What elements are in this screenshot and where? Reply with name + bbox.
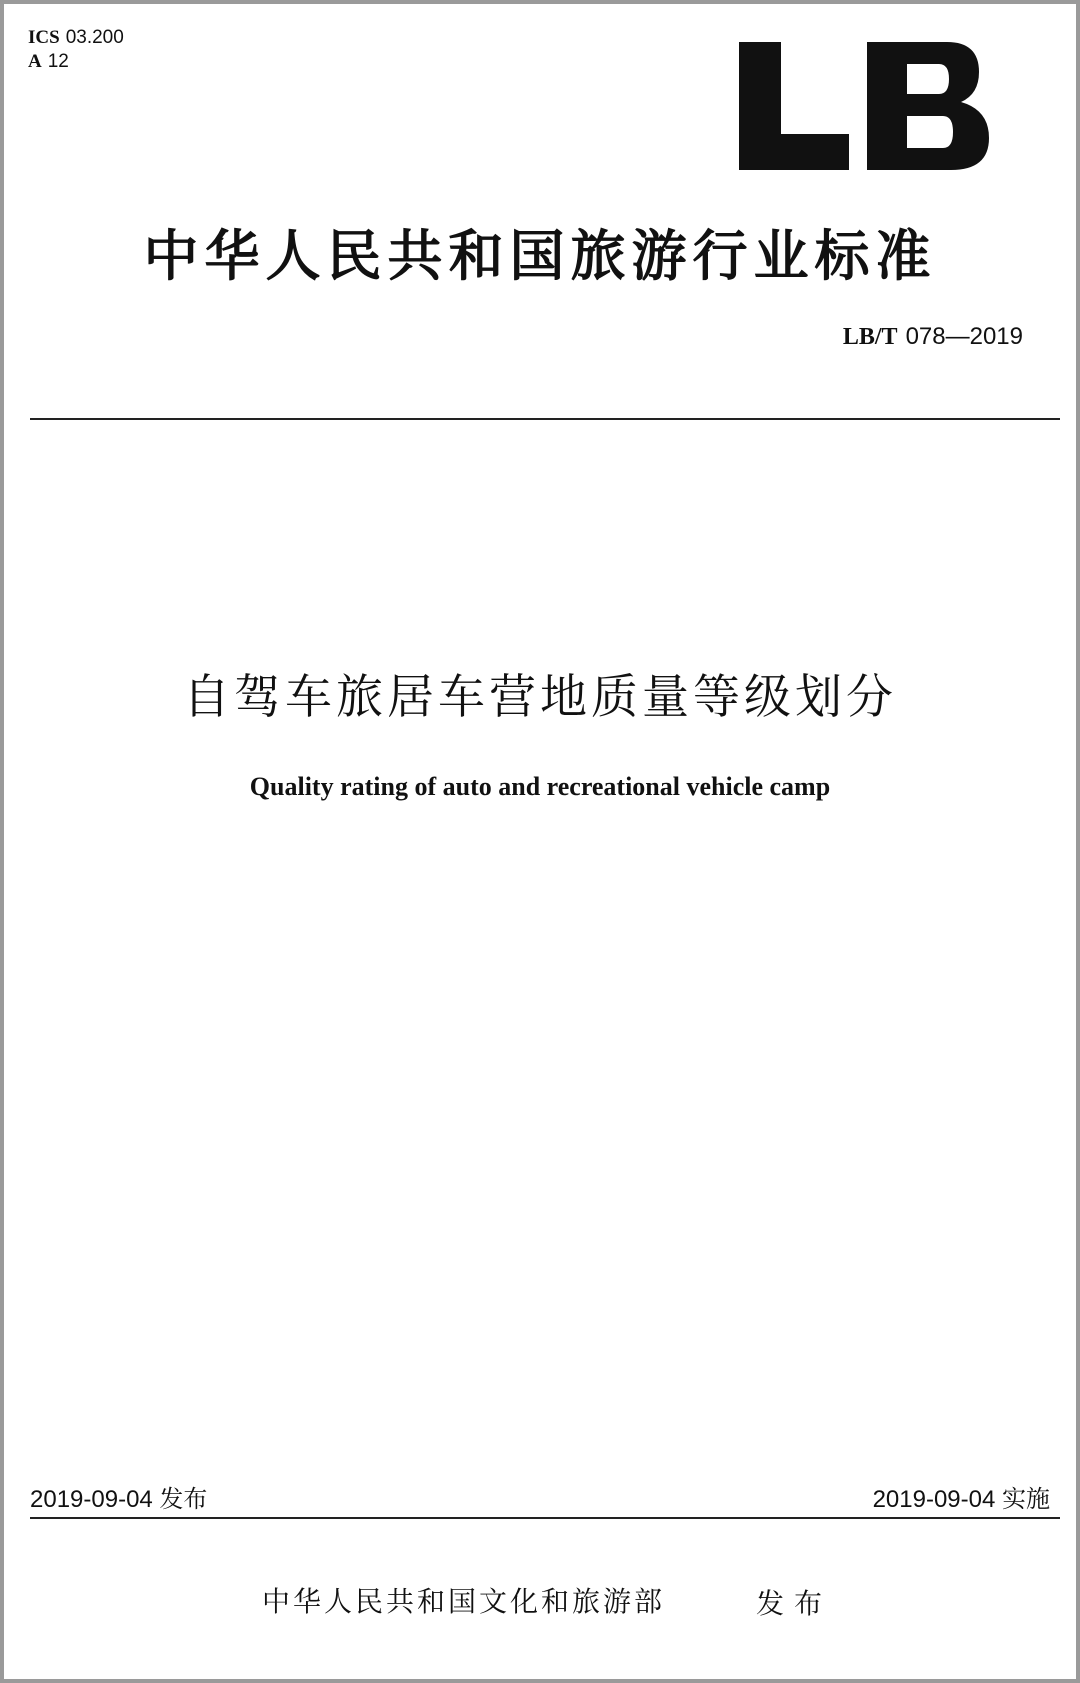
classification-codes [28, 26, 124, 74]
logo-letter-b [867, 42, 989, 170]
publisher-name: 中华人民共和国文化和旅游部 [262, 1585, 666, 1618]
main-title: 中华人民共和国旅游行业标准 [143, 224, 937, 288]
ccs-code-line [28, 50, 124, 74]
ics-code: 03.200 [65, 27, 124, 48]
top-divider [30, 418, 1060, 420]
publisher-action: 发布 [756, 1587, 833, 1620]
bottom-divider [30, 1517, 1060, 1519]
logo-letter-l [739, 42, 849, 170]
issue-date: 2019-09-04 发布 [30, 1486, 208, 1513]
document-title-en: Quality rating of auto and recreational vehicle camp [249, 772, 831, 801]
lb-logo [739, 42, 989, 170]
implementation-date: 2019-09-04 实施 [872, 1486, 1050, 1513]
ics-code-line [28, 26, 124, 50]
ccs-label: A [28, 51, 42, 72]
standard-prefix: LB/T [842, 324, 898, 350]
ccs-code: 12 [47, 51, 69, 72]
standard-number [843, 322, 1023, 351]
ics-label: ICS [28, 27, 60, 48]
document-title-cn: 自驾车旅居车营地质量等级划分 [183, 670, 897, 725]
standard-code: 078—2019 [905, 323, 1023, 350]
